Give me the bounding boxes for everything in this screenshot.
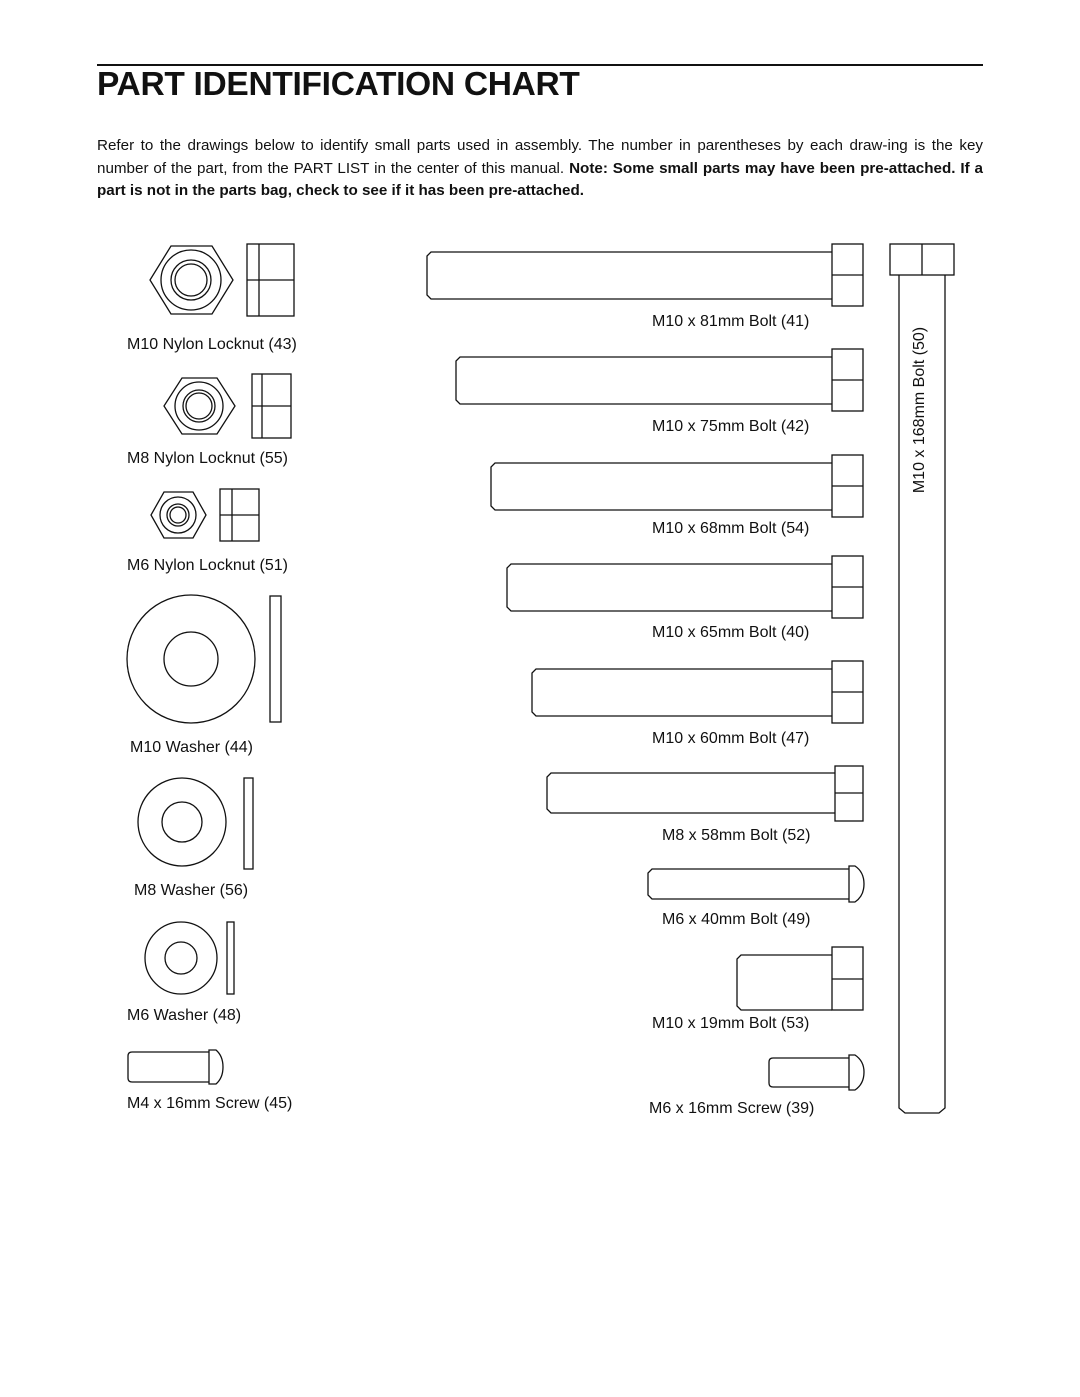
- m10-65mm-bolt-drawing: [507, 556, 863, 618]
- m6-washer-drawing: [145, 922, 234, 994]
- m6-nylon-locknut-drawing: [151, 489, 259, 541]
- m10-75mm-bolt-drawing: [456, 349, 863, 411]
- label-m6-40mm-bolt: M6 x 40mm Bolt (49): [662, 911, 811, 928]
- label-m10-65mm-bolt: M10 x 65mm Bolt (40): [652, 624, 810, 641]
- m10-60mm-bolt-drawing: [532, 661, 863, 723]
- label-m10-81mm-bolt: M10 x 81mm Bolt (41): [652, 313, 810, 330]
- label-m10-19mm-bolt: M10 x 19mm Bolt (53): [652, 1015, 810, 1032]
- m10-nylon-locknut-drawing: [150, 244, 294, 316]
- m8-58mm-bolt-drawing: [547, 766, 863, 821]
- m8-nylon-locknut-drawing: [164, 374, 291, 438]
- intro-text: Refer to the drawings below to identify small parts used in assembly. The number in parentheses by each draw-ing is the key number of the part, from the PART LIST in the center of this manual.: [97, 137, 983, 177]
- label-m10-nylon-locknut: M10 Nylon Locknut (43): [127, 336, 297, 353]
- label-m8-nylon-locknut: M8 Nylon Locknut (55): [127, 450, 288, 467]
- m6-40mm-bolt-drawing: [648, 866, 864, 902]
- label-m10-washer: M10 Washer (44): [130, 739, 253, 756]
- label-m10-75mm-bolt: M10 x 75mm Bolt (42): [652, 418, 810, 435]
- m10-68mm-bolt-drawing: [491, 455, 863, 517]
- label-m6-16mm-screw: M6 x 16mm Screw (39): [649, 1100, 815, 1117]
- m8-washer-drawing: [138, 778, 253, 869]
- label-m6-washer: M6 Washer (48): [127, 1007, 242, 1024]
- page-title: PART IDENTIFICATION CHART: [97, 66, 580, 103]
- label-m8-washer: M8 Washer (56): [134, 882, 249, 899]
- label-m8-58mm-bolt: M8 x 58mm Bolt (52): [662, 827, 811, 844]
- m6-16mm-screw-drawing: [769, 1055, 864, 1090]
- m10-washer-drawing: [127, 595, 281, 723]
- label-m10-60mm-bolt: M10 x 60mm Bolt (47): [652, 730, 810, 747]
- label-m4-16mm-screw: M4 x 16mm Screw (45): [127, 1095, 293, 1112]
- m10-19mm-bolt-drawing: [737, 947, 863, 1010]
- label-m10-168mm-bolt: M10 x 168mm Bolt (50): [911, 326, 928, 494]
- intro-note: Note: Some small parts may have been pre-attached. If a part is not in the parts bag, check to see if it has been pre-attached.: [97, 159, 984, 199]
- m10-81mm-bolt-drawing: [427, 244, 863, 306]
- m4-16mm-screw-drawing: [128, 1050, 223, 1084]
- label-m6-nylon-locknut: M6 Nylon Locknut (51): [127, 557, 288, 574]
- label-m10-68mm-bolt: M10 x 68mm Bolt (54): [652, 520, 810, 537]
